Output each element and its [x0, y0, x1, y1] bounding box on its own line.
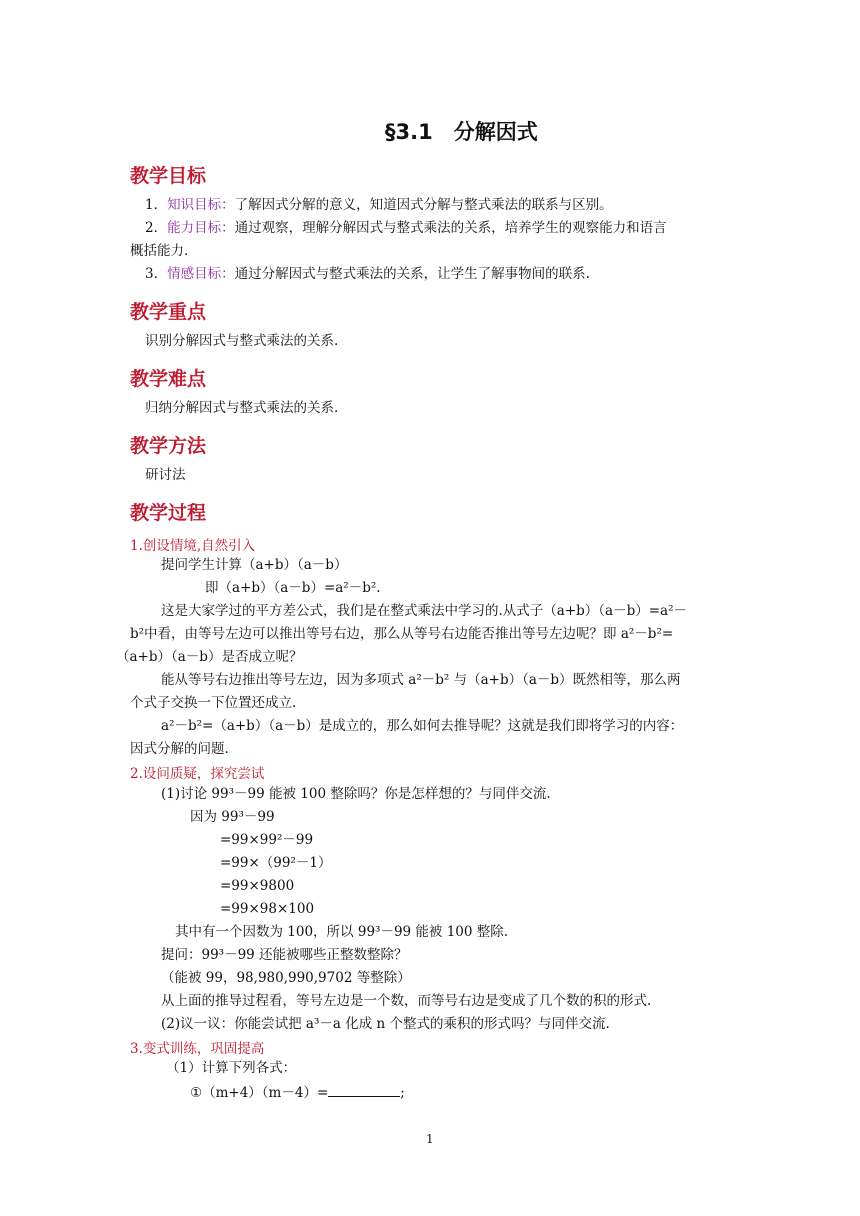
objective-2 [145, 219, 667, 237]
objective-text: 通过观察，理解分解因式与整式乘法的关系，培养学生的观察能力和语言 [234, 220, 667, 236]
answer-blank [328, 1082, 400, 1097]
page-title: §3.1 分解因式 [385, 120, 538, 144]
objective-text: 通过分解因式与整式乘法的关系，让学生了解事物间的联系. [234, 266, 590, 282]
difficulty-text: 归纳分解因式与整式乘法的关系. [145, 400, 339, 416]
exercise-line [190, 1082, 405, 1102]
text-line: (1)讨论 99³－99 能被 100 整除吗？你是怎样想的？与同伴交流. [161, 786, 551, 802]
text-line: 这是大家学过的平方差公式，我们是在整式乘法中学习的.从式子（a+b）（a－b）=a²－ [161, 603, 688, 619]
text-line: =99×98×100 [220, 901, 315, 917]
key-point-text: 识别分解因式与整式乘法的关系. [145, 333, 339, 349]
heading-objectives: 教学目标 [130, 165, 207, 187]
text-line: =99×9800 [220, 878, 295, 894]
text-line: 因式分解的问题. [130, 741, 229, 757]
text-line: （1）计算下列各式： [166, 1060, 297, 1076]
exercise-end: ; [400, 1085, 405, 1101]
objective-label: 情感目标： [167, 266, 235, 282]
heading-process: 教学过程 [130, 502, 207, 524]
text-line: 提问：99³－99 还能被哪些正整数整除？ [161, 947, 408, 963]
text-line: =99×99²－99 [220, 832, 314, 848]
text-line: 能从等号右边推出等号左边，因为多项式 a²－b² 与（a+b）（a－b）既然相等，那么两 [161, 672, 681, 688]
page-number: 1 [426, 1132, 434, 1146]
text-line: 其中有一个因数为 100，所以 99³－99 能被 100 整除. [175, 924, 509, 940]
objective-3 [145, 265, 590, 283]
objective-number: 3． [145, 266, 168, 282]
objective-1 [145, 196, 613, 214]
section-1-title: 1.创设情境,自然引入 [130, 538, 256, 554]
objective-text: 了解因式分解的意义，知道因式分解与整式乘法的联系与区别。 [234, 197, 613, 213]
objective-2-continuation: 概括能力. [130, 243, 189, 259]
section-2-title: 2.设问质疑，探究尝试 [130, 766, 265, 782]
text-line: (2)议一议：你能尝试把 a³－a 化成 n 个整式的乘积的形式吗？与同伴交流. [161, 1016, 610, 1032]
text-line: （a+b）（a－b）是否成立呢？ [116, 649, 303, 665]
text-line: 提问学生计算（a+b）（a－b） [161, 557, 348, 573]
text-line: 因为 99³－99 [190, 809, 275, 825]
heading-key-point: 教学重点 [130, 301, 207, 323]
text-line: b²中看，由等号左边可以推出等号右边，那么从等号右边能否推出等号左边呢？即 a²－b²= [130, 626, 674, 642]
text-line: 即（a+b）（a－b）=a²－b². [205, 580, 381, 596]
objective-label: 能力目标： [167, 220, 235, 236]
text-line: 从上面的推导过程看，等号左边是一个数，而等号右边是变成了几个数的积的形式. [161, 993, 652, 1009]
section-3-title: 3.变式训练，巩固提高 [130, 1041, 265, 1057]
objective-number: 2． [145, 220, 168, 236]
heading-difficulty: 教学难点 [130, 368, 207, 390]
text-line: （能被 99，98,980,990,9702 等整除） [161, 970, 411, 986]
text-line: a²－b²=（a+b）（a－b）是成立的，那么如何去推导呢？这就是我们即将学习的内容： [161, 718, 684, 734]
heading-method: 教学方法 [130, 435, 207, 457]
text-line: =99×（99²－1） [220, 855, 332, 871]
text-line: 个式子交换一下位置还成立. [130, 695, 297, 711]
objective-number: 1． [145, 197, 168, 213]
objective-label: 知识目标： [167, 197, 235, 213]
exercise-expression: ①（m+4）（m－4）= [190, 1085, 329, 1101]
method-text: 研讨法 [145, 467, 186, 483]
